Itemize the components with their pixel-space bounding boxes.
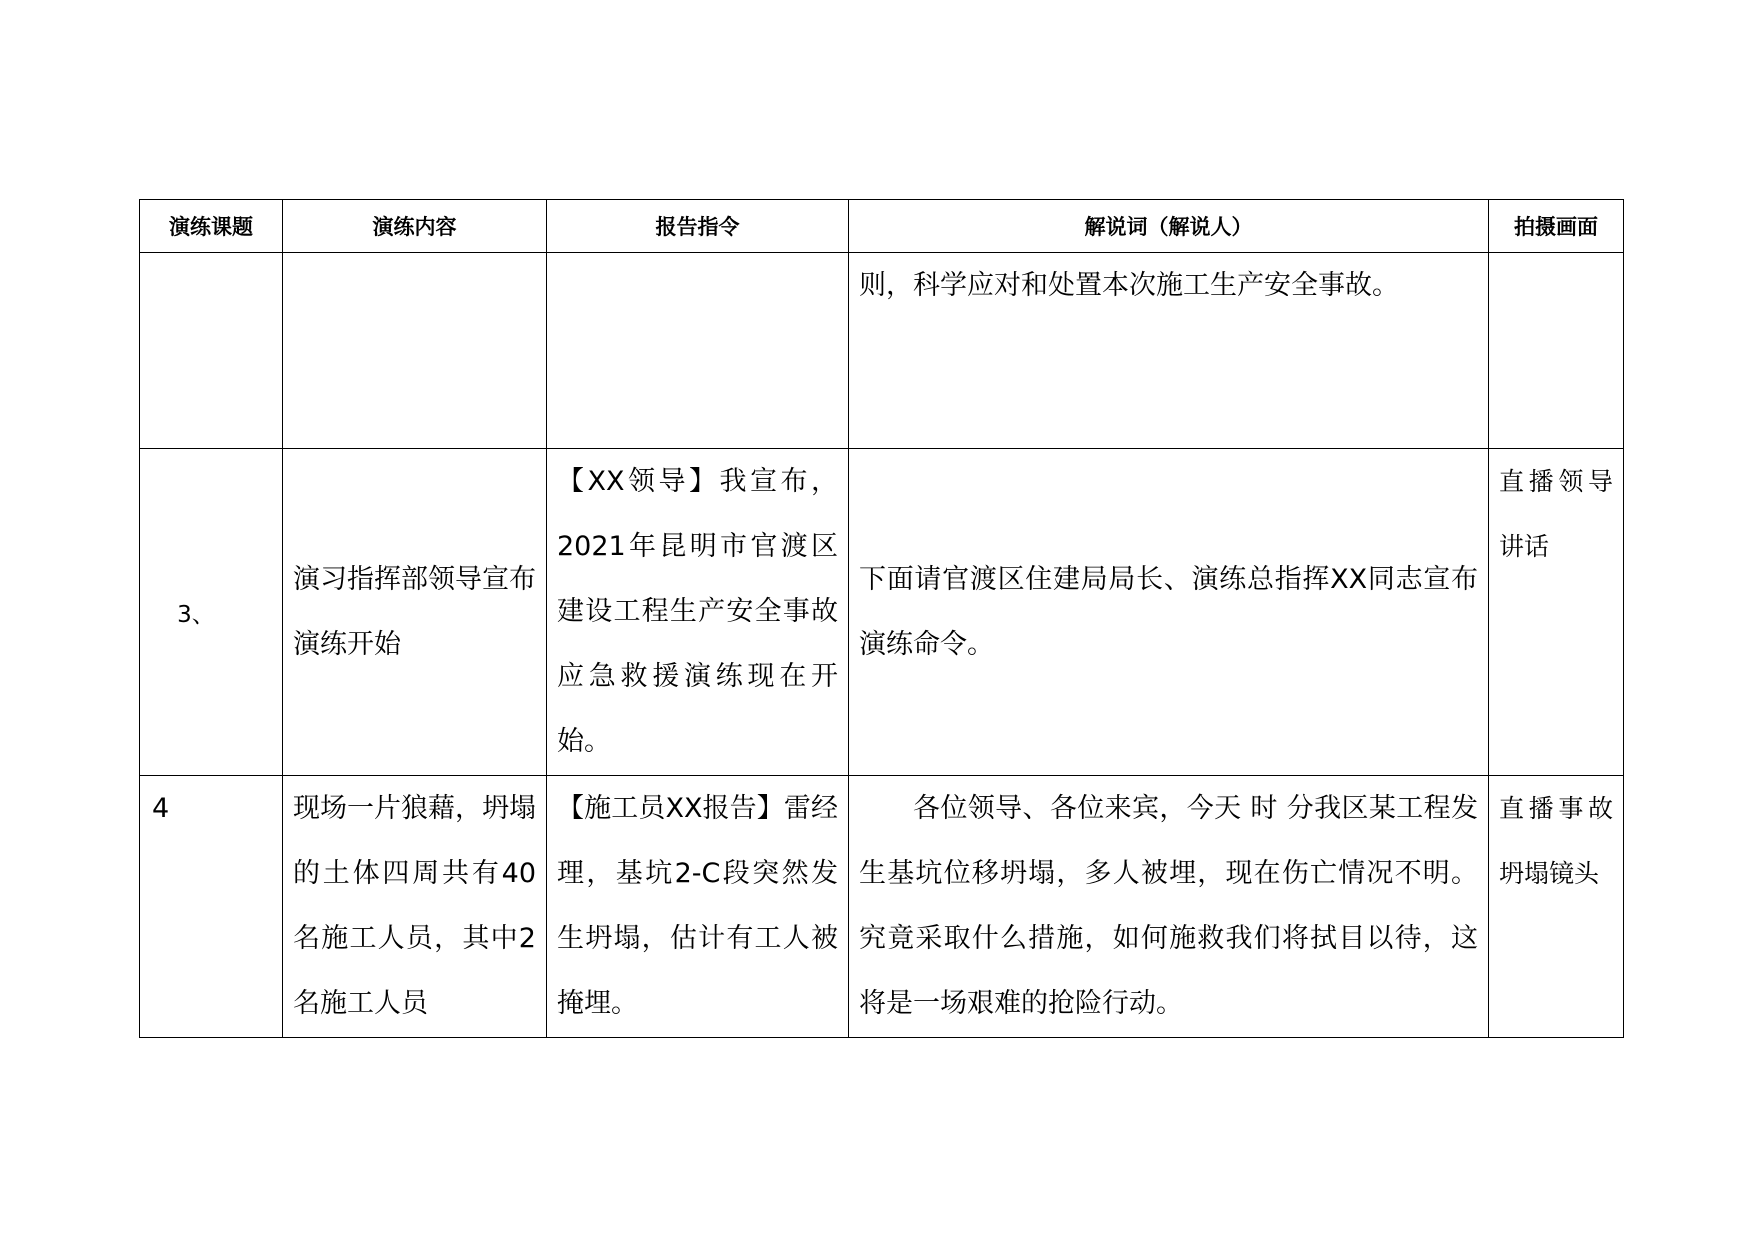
topic-number: 4 — [152, 793, 170, 824]
cell-narration — [849, 449, 1489, 776]
header-content: 演练内容 — [283, 200, 547, 253]
cell-content — [283, 449, 547, 776]
cell-narration — [849, 776, 1489, 1038]
cell-shot — [1489, 449, 1624, 776]
command-text: 【XX领导】我宣布，2021年昆明市官渡区建设工程生产安全事故应急救援演练现在开始。 — [557, 466, 838, 757]
narration-text: 下面请官渡区住建局局长、演练总指挥XX同志宣布演练命令。 — [859, 564, 1478, 660]
drill-script-table — [139, 199, 1624, 1038]
content-text: 现场一片狼藉，坍塌的土体四周共有40名施工人员，其中2名施工人员 — [293, 793, 536, 1019]
table-row — [140, 253, 1624, 449]
cell-shot — [1489, 776, 1624, 1038]
table-row — [140, 776, 1624, 1038]
cell-command — [547, 776, 849, 1038]
table-row — [140, 449, 1624, 776]
shot-text: 直播事故坍塌镜头 — [1499, 794, 1613, 888]
table-header-row — [140, 200, 1624, 253]
narration-text: 则，科学应对和处置本次施工生产安全事故。 — [859, 270, 1399, 301]
cell-content — [283, 253, 547, 449]
header-narration: 解说词（解说人） — [849, 200, 1489, 253]
cell-topic — [140, 253, 283, 449]
topic-number: 3、 — [177, 601, 215, 628]
cell-shot — [1489, 253, 1624, 449]
cell-topic — [140, 776, 283, 1038]
cell-narration — [849, 253, 1489, 449]
cell-content — [283, 776, 547, 1038]
content-text: 演习指挥部领导宣布演练开始 — [293, 564, 536, 660]
narration-text: 各位领导、各位来宾，今天 时 分我区某工程发生基坑位移坍塌，多人被埋，现在伤亡情况不明。究竟采取什么措施，如何施救我们将拭目以待，这将是一场艰难的抢险行动。 — [859, 793, 1478, 1019]
cell-command — [547, 253, 849, 449]
header-command: 报告指令 — [547, 200, 849, 253]
header-topic: 演练课题 — [140, 200, 283, 253]
command-text: 【施工员XX报告】雷经理，基坑2-C段突然发生坍塌，估计有工人被掩埋。 — [557, 793, 838, 1019]
cell-command — [547, 449, 849, 776]
shot-text: 直播领导讲话 — [1499, 467, 1613, 561]
header-shot: 拍摄画面 — [1489, 200, 1624, 253]
cell-topic — [140, 449, 283, 776]
